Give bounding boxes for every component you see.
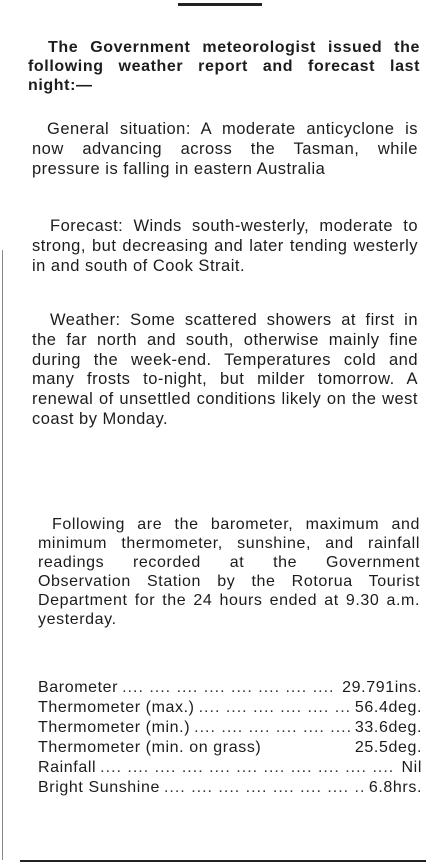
leader-dots: [122, 679, 338, 697]
readings-table: [38, 679, 422, 799]
reading-value: 56.4deg.: [354, 699, 422, 716]
reading-row-sunshine: [38, 779, 422, 799]
observations-intro: Following are the barometer, maximum and minimum thermometer, sunshine, and rainfall readings recorded at the Government Observation Station by the Rotorua Tourist Department for the 24 hours ended at 9.30 a.m. yesterday.: [38, 516, 420, 628]
weather-paragraph: Weather: Some scattered showers at first in the far north and south, otherwise mainly fine during the week-end. Temperatures cold and many frosts to-night, but milder tomorrow. A renewal of unsettled conditions likely on the west coast by Monday.: [32, 311, 418, 428]
leader-dots: [194, 719, 351, 737]
reading-row-thermometer-grass: [38, 739, 422, 759]
reading-row-rainfall: [38, 759, 422, 779]
reading-value: 33.6deg.: [354, 719, 422, 736]
reading-value: Nil: [401, 759, 422, 776]
bottom-rule: [20, 860, 426, 862]
column-edge-line: [2, 250, 3, 860]
forecast-paragraph: Forecast: Winds south-westerly, moderate to strong, but decreasing and later tending westerly in and south of Cook Strait.: [32, 217, 418, 275]
reading-row-barometer: [38, 679, 422, 699]
general-situation-paragraph: General situation: A moderate anticyclone is now advancing across the Tasman, while pressure is falling in eastern Australia: [32, 120, 418, 178]
reading-label: Rainfall: [38, 759, 97, 776]
leader-dots: [164, 779, 365, 797]
reading-label: Barometer: [38, 679, 119, 696]
report-intro: The Government meteorologist issued the following weather report and forecast last night:—: [28, 39, 420, 94]
reading-label: Thermometer (min. on grass): [38, 739, 262, 756]
leader-dots: [199, 699, 351, 717]
reading-value: 25.5deg.: [354, 739, 422, 756]
reading-value: 29.791ins.: [342, 679, 422, 696]
reading-row-thermometer-min: [38, 719, 422, 739]
reading-label: Bright Sunshine: [38, 779, 160, 796]
reading-label: Thermometer (min.): [38, 719, 191, 736]
reading-row-thermometer-max: [38, 699, 422, 719]
top-rule: [178, 3, 262, 6]
reading-label: Thermometer (max.): [38, 699, 195, 716]
leader-dots: [100, 759, 397, 777]
reading-value: 6.8hrs.: [368, 779, 422, 796]
